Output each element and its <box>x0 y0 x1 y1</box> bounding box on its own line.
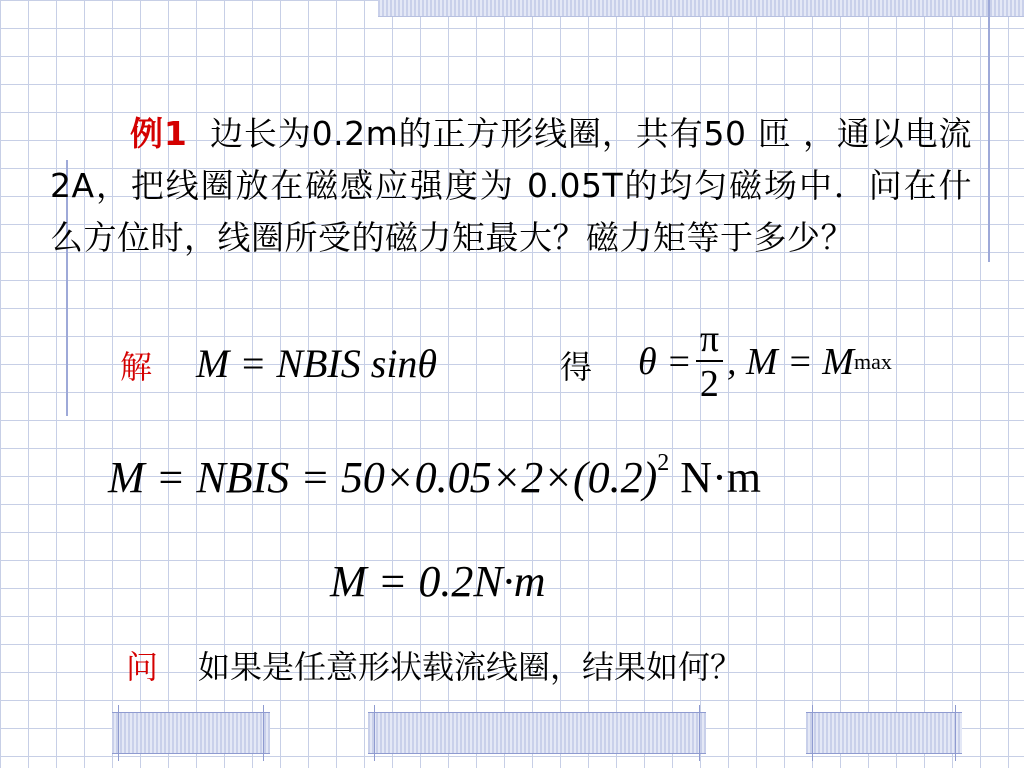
bottom-decorative-box-left <box>112 712 270 754</box>
top-decorative-band <box>378 0 1024 17</box>
max-subscript: max <box>853 349 892 374</box>
example-label: 例1 <box>130 114 188 153</box>
final-result-text: M = 0.2N·m <box>330 557 546 606</box>
max-condition <box>638 318 892 406</box>
question-text: 如果是任意形状载流线圈，结果如何？ <box>198 648 743 686</box>
final-result <box>330 556 545 607</box>
problem-text-rest: 以电流2A，把线圈放在磁感应强度为 0.05T的均匀磁场中．问在什么方位时，线圈所受的磁力矩最大？磁力矩等于多少？ <box>50 114 972 257</box>
solution-label: 解 <box>120 348 153 386</box>
pi-over-two-fraction <box>696 318 723 406</box>
fraction-denominator: 2 <box>699 363 719 405</box>
square-exponent: 2 <box>657 450 670 476</box>
calculation-equation <box>108 450 761 503</box>
result-rhs: , M = M <box>727 341 854 383</box>
gives-label: 得 <box>560 348 593 386</box>
problem-text-line1: 边长为0.2m的正方形线圈，共有50 匝 ，通 <box>210 114 871 153</box>
calculation-unit: N·m <box>669 453 761 502</box>
torque-formula: M = NBIS sinθ <box>196 341 438 386</box>
calculation-lhs: M = NBIS = 50×0.05×2×(0.2) <box>108 453 658 502</box>
fraction-numerator: π <box>696 318 723 362</box>
theta-lhs: θ = <box>638 341 692 383</box>
question-label: 问 <box>126 648 159 686</box>
bottom-decorative-box-middle <box>368 712 706 754</box>
problem-statement <box>50 108 972 264</box>
right-decorative-line <box>988 0 990 262</box>
bottom-decorative-box-right <box>806 712 962 754</box>
